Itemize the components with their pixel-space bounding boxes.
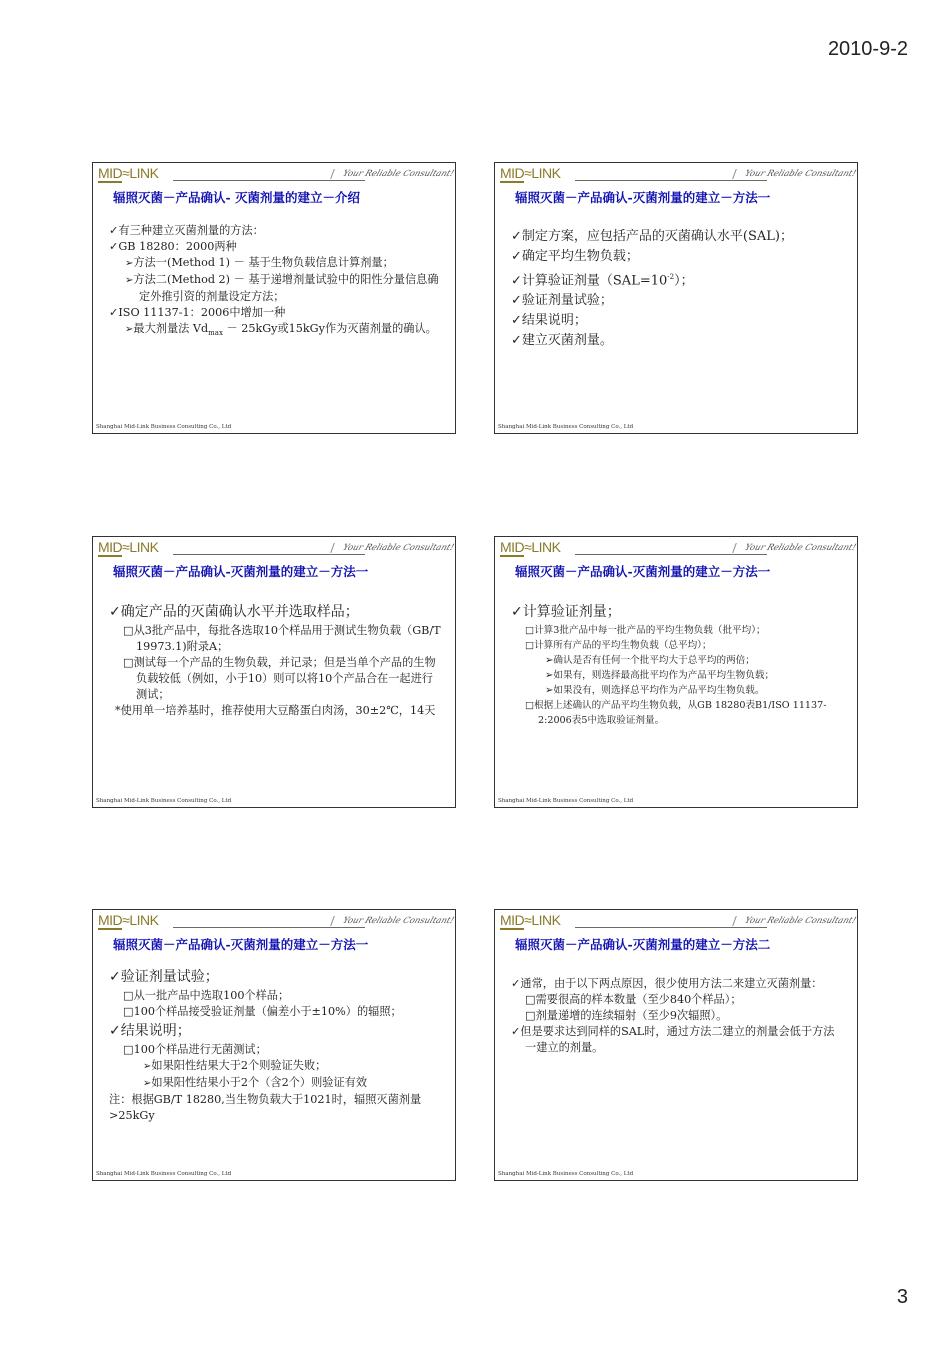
square-bullet-icon: □: [525, 700, 535, 711]
list-item: □需要很高的样本数量（至少840个样品）；: [525, 993, 742, 1006]
list-item: □100个样品接受验证剂量（偏差小于±10%）的辐照；: [123, 1005, 402, 1018]
slide-footer: Shanghai Mid-Link Business Consulting Co., Ltd: [96, 1171, 232, 1177]
arrow-bullet-icon: ➢: [545, 685, 554, 696]
slide-header: [93, 163, 455, 185]
list-item: ➢最大剂量法 $Vd_{max} - 25kGy$或15kGy作为灭菌剂量的确认。: [125, 322, 437, 338]
slide-footer: Shanghai Mid-Link Business Consulting Co., Ltd: [498, 424, 634, 430]
note-text: *使用单一培养基时，推荐使用大豆酪蛋白肉汤，30±2℃，14天: [115, 704, 436, 717]
header-rule: [575, 554, 767, 555]
header-rule: [173, 554, 365, 555]
slide-title: 辐照灭菌－产品确认-灭菌剂量的建立－方法二: [515, 937, 771, 952]
slide-2: [494, 162, 858, 434]
checkmark-icon: ✓: [511, 293, 522, 309]
mid-link-logo: MID≈LINK: [500, 165, 561, 181]
square-bullet-icon: □: [123, 989, 134, 1002]
slide-title: 辐照灭菌－产品确认-灭菌剂量的建立－方法一: [113, 937, 369, 952]
list-item: ✓有三种建立灭菌剂量的方法：: [109, 224, 264, 237]
slide-title: 辐照灭菌－产品确认-灭菌剂量的建立－方法一: [515, 190, 771, 205]
mid-link-logo: MID≈LINK: [500, 539, 561, 555]
checkmark-icon: ✓: [511, 249, 522, 264]
mid-link-logo: MID≈LINK: [500, 912, 561, 928]
mid-link-logo: MID≈LINK: [98, 539, 159, 555]
header-rule: [575, 927, 767, 928]
tagline: Your Reliable Consultant!: [732, 169, 857, 179]
arrow-bullet-icon: ➢: [125, 258, 134, 269]
list-item: □剂量递增的连续辐射（至少9次辐照）。: [525, 1009, 728, 1022]
square-bullet-icon: □: [525, 625, 535, 636]
slide-title: 辐照灭菌－产品确认- 灭菌剂量的建立－介绍: [113, 190, 361, 205]
list-item: ✓通常，由于以下两点原因，很少使用方法二来建立灭菌剂量：: [511, 977, 823, 990]
page-number: 3: [896, 1286, 908, 1308]
checkmark-icon: ✓: [511, 313, 522, 329]
list-item: ➢如果有，则选择最高批平均作为产品平均生物负载；: [545, 670, 775, 681]
checkmark-icon: ✓: [109, 1023, 121, 1039]
slide-content: [109, 966, 441, 1124]
square-bullet-icon: □: [123, 1005, 134, 1018]
arrow-bullet-icon: ➢: [545, 670, 554, 681]
slide-header: [495, 163, 857, 185]
arrow-bullet-icon: ➢: [143, 1078, 152, 1089]
checkmark-icon: ✓: [109, 224, 119, 237]
header-rule: [173, 927, 365, 928]
list-item: ✓计算验证剂量；: [511, 604, 621, 620]
tagline: Your Reliable Consultant!: [330, 916, 455, 926]
checkmark-icon: ✓: [511, 333, 522, 349]
arrow-bullet-icon: ➢: [545, 655, 554, 666]
header-rule: [575, 180, 767, 181]
list-item: ➢如果没有，则选择总平均作为产品平均生物负载。: [545, 685, 765, 696]
list-item: ✓建立灭菌剂量。: [511, 333, 613, 349]
checkmark-icon: ✓: [511, 977, 521, 990]
list-item: □计算所有产品的平均生物负载（总平均）；: [525, 640, 712, 651]
slide-6: [494, 909, 858, 1181]
slide-header: [495, 910, 857, 932]
list-item: ✓结果说明；: [511, 313, 587, 329]
arrow-bullet-icon: ➢: [125, 275, 134, 286]
checkmark-icon: ✓: [511, 1025, 521, 1038]
list-item: ➢确认是否有任何一个批平均大于总平均的两倍；: [545, 655, 755, 666]
square-bullet-icon: □: [525, 993, 536, 1006]
page-date: 2010-9-2: [827, 38, 908, 60]
mid-link-logo: MID≈LINK: [98, 165, 159, 181]
slide-footer: Shanghai Mid-Link Business Consulting Co., Ltd: [96, 424, 232, 430]
checkmark-icon: ✓: [109, 604, 121, 620]
list-item: ✓结果说明；: [109, 1023, 191, 1039]
tagline: Your Reliable Consultant!: [732, 543, 857, 553]
slide-title: 辐照灭菌－产品确认-灭菌剂量的建立－方法一: [113, 564, 369, 579]
list-item: ✓但是要求达到同样的SAL时，通过方法二建立的剂量会低于方法一建立的剂量。: [511, 1025, 835, 1054]
slide-content: [109, 223, 441, 341]
list-item: □计算3批产品中每一批产品的平均生物负载（批平均）；: [525, 625, 766, 636]
checkmark-icon: ✓: [511, 604, 523, 620]
square-bullet-icon: □: [123, 656, 134, 669]
slide-title: 辐照灭菌－产品确认-灭菌剂量的建立－方法一: [515, 564, 771, 579]
tagline: Your Reliable Consultant!: [330, 169, 455, 179]
list-item: ✓验证剂量试验；: [109, 969, 219, 985]
list-item: ✓验证剂量试验；: [511, 293, 613, 309]
list-item: ✓制定方案，应包括产品的灭菌确认水平(SAL)；: [511, 229, 793, 244]
arrow-bullet-icon: ➢: [143, 1061, 152, 1072]
checkmark-icon: ✓: [109, 969, 121, 985]
slide-content: [109, 601, 441, 719]
checkmark-icon: ✓: [511, 229, 522, 244]
list-item: □100个样品进行无菌测试；: [123, 1043, 267, 1056]
slide-4: [494, 536, 858, 808]
checkmark-icon: ✓: [109, 240, 119, 253]
square-bullet-icon: □: [525, 1009, 536, 1022]
square-bullet-icon: □: [525, 640, 535, 651]
checkmark-icon: ✓: [109, 306, 119, 319]
slide-footer: Shanghai Mid-Link Business Consulting Co., Ltd: [96, 798, 232, 804]
checkmark-icon: ✓: [511, 273, 522, 289]
header-rule: [173, 180, 365, 181]
slide-1: [92, 162, 456, 434]
square-bullet-icon: □: [123, 1043, 134, 1056]
list-item: ✓GB 18280：2000两种: [109, 240, 237, 253]
mid-link-logo: MID≈LINK: [98, 912, 159, 928]
list-item: □测试每一个产品的生物负载，并记录；但是当单个产品的生物负载较低（例如，小于10）则可以将10个产品合在一起进行测试；: [123, 656, 436, 701]
list-item: ✓ISO 11137-1：2006中增加一种: [109, 306, 286, 319]
slide-header: [93, 537, 455, 559]
slide-footer: Shanghai Mid-Link Business Consulting Co., Ltd: [498, 798, 634, 804]
slide-5: [92, 909, 456, 1181]
list-item: □从3批产品中，每批各选取10个样品用于测试生物负载（GB/T 19973.1)附录A；: [123, 624, 441, 653]
slide-header: [93, 910, 455, 932]
slide-header: [495, 537, 857, 559]
list-item: ➢方法二(Method 2) － 基于递增剂量试验中的阳性分量信息确定外推引资的剂量设定方法；: [125, 273, 439, 303]
list-item: ✓确定平均生物负载；: [511, 249, 639, 264]
list-item: ✓计算验证剂量$(SAL=10^{-2})$；: [511, 273, 694, 289]
list-item: ➢方法一(Method 1) － 基于生物负载信息计算剂量；: [125, 256, 394, 269]
list-item: ➢如果阳性结果大于2个则验证失败；: [143, 1059, 327, 1072]
list-item: □根据上述确认的产品平均生物负载，从GB 18280表B1/ISO 11137-2:2006表5中选取验证剂量。: [525, 700, 827, 726]
tagline: Your Reliable Consultant!: [732, 916, 857, 926]
slide-content: [511, 227, 843, 351]
note-text: 注：根据GB/T 18280,当生物负载大于1021时，辐照灭菌剂量>25kGy: [109, 1093, 422, 1122]
list-item: □从一批产品中选取100个样品；: [123, 989, 290, 1002]
list-item: ✓确定产品的灭菌确认水平并选取样品；: [109, 604, 359, 620]
slide-content: [511, 976, 843, 1056]
slide-3: [92, 536, 456, 808]
square-bullet-icon: □: [123, 624, 134, 637]
arrow-bullet-icon: ➢: [125, 324, 134, 335]
slide-footer: Shanghai Mid-Link Business Consulting Co., Ltd: [498, 1171, 634, 1177]
slide-content: [511, 601, 843, 728]
list-item: ➢如果阳性结果小于2个（含2个）则验证有效: [143, 1076, 368, 1089]
tagline: Your Reliable Consultant!: [330, 543, 455, 553]
